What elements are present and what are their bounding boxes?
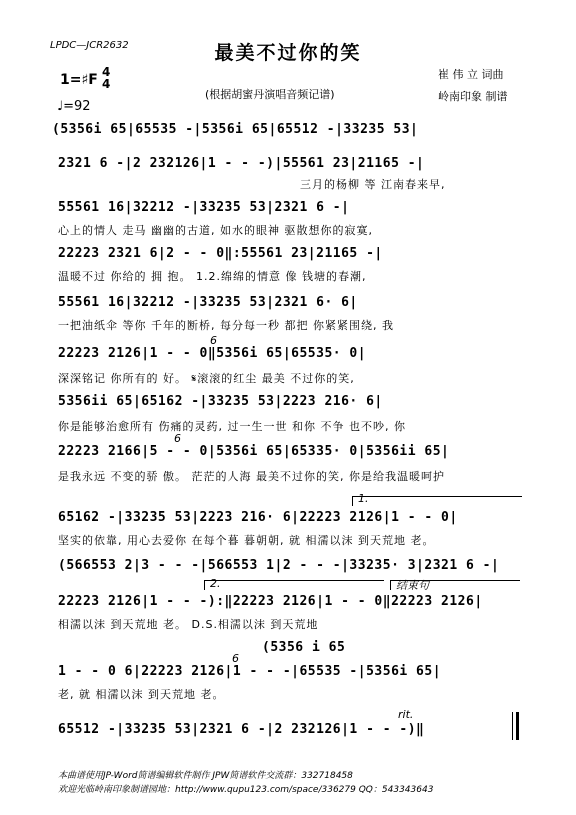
coda-bracket-tick [390,580,391,590]
lyric-line-2: 三月的杨柳 等 江南春来早, [300,178,446,191]
grace-note: 6 [210,334,217,347]
footer-line-1: 本曲谱使用JP-Word简谱编辑软件制作 JPW简谱软件交流群：332718458 [58,771,353,781]
score-line-1: (5356i 65|65535 -|5356i 65|65512 -|33235 53| [52,122,419,137]
score-code: LPDC—JCR2632 [50,40,129,51]
key-signature: 1=♯F [60,72,98,88]
tempo-marking: ♩=92 [57,99,91,114]
time-signature [102,66,110,90]
composer-credit: 崔 伟 立 词曲 [438,68,504,81]
volta-bracket-tick [204,580,205,590]
lyric-line-4: 温暖不过 你给的 拥 抱。 1.2.绵绵的情意 像 钱塘的春潮, [58,270,367,283]
lyric-line-8: 是我永远 不变的骄 傲。 茫茫的人海 最美不过你的笑, 你是给我温暖呵护 [58,470,445,483]
final-barline-thick [516,712,519,740]
score-line-2: 2321 6 -|2 232126|1 - - -)|55561 23|21165 -| [58,156,425,171]
score-line-11: 22223 2126|1 - - -):‖22223 2126|1 - - 0‖22223 2126| [58,594,483,609]
ritardando-mark: rit. [398,708,414,721]
final-barline-thin [512,712,513,740]
grace-note: 6 [232,652,239,665]
lyric-line-3: 心上的情人 走马 幽幽的古道, 如水的眼神 驱散想你的寂寞, [58,224,373,237]
score-line-7: 5356ii 65|65162 -|33235 53|2223 216· 6| [58,394,383,409]
score-line-9: 65162 -|33235 53|2223 216· 6|22223 2126|1 - - 0| [58,510,458,525]
page-title: 最美不过你的笑 [214,42,362,64]
score-line-4: 22223 2321 6|2 - - 0‖:55561 23|21165 -| [58,246,383,261]
coda-label: 结束句 [396,579,429,592]
score-line-8: 22223 2166|5 - - 0|5356i 65|65335· 0|5356ii 65| [58,444,450,459]
time-signature-numerator: 4 [102,65,111,79]
upper-voice-notes: (5356 i 65 [262,640,346,655]
score-line-13: 65512 -|33235 53|2321 6 -|2 232126|1 - - -)‖ [58,722,425,737]
volta-bracket [352,496,522,497]
score-line-5: 55561 16|32212 -|33235 53|2321 6· 6| [58,295,358,310]
score-line-12: 1 - - 0 6|22223 2126|1 - - -|65535 -|5356i 65| [58,664,442,679]
volta-bracket-tick [352,496,353,506]
time-signature-denominator: 4 [102,77,111,91]
volta-bracket [204,580,384,581]
arranger-credit: 岭南印象 制谱 [438,90,508,103]
score-line-10: (566553 2|3 - - -|566553 1|2 - - -|33235· 3|2321 6 -| [58,558,500,573]
lyric-line-11: 相濡以沫 到天荒地 老。 D.S.相濡以沫 到天荒地 [58,618,319,631]
footer-line-2: 欢迎光临岭南印象制谱园地：http://www.qupu123.com/space/336279 QQ：543343643 [58,785,434,795]
volta-2-label: 2. [210,577,221,590]
score-line-6: 22223 2126|1 - - 0‖5356i 65|65535· 0| [58,346,367,361]
lyric-line-6: 深深铭记 你所有的 好。 𝄋滚滚的红尘 最美 不过你的笑, [58,372,355,385]
lyric-line-5: 一把油纸伞 等你 千年的断桥, 每分每一秒 都把 你紧紧围绕, 我 [58,319,394,332]
lyric-line-7: 你是能够治愈所有 伤痛的灵药, 过一生一世 和你 不争 也不吵, 你 [58,420,406,433]
volta-1-label: 1. [358,492,369,505]
lyric-line-9: 坚实的依靠, 用心去爱你 在每个暮 暮朝朝, 就 相濡以沫 到天荒地 老。 [58,534,435,547]
score-line-3: 55561 16|32212 -|33235 53|2321 6 -| [58,200,350,215]
grace-note: 6 [174,432,181,445]
lyric-line-12: 老, 就 相濡以沫 到天荒地 老。 [58,688,225,701]
subtitle: (根据胡蜜丹演唱音频记谱) [205,88,335,101]
